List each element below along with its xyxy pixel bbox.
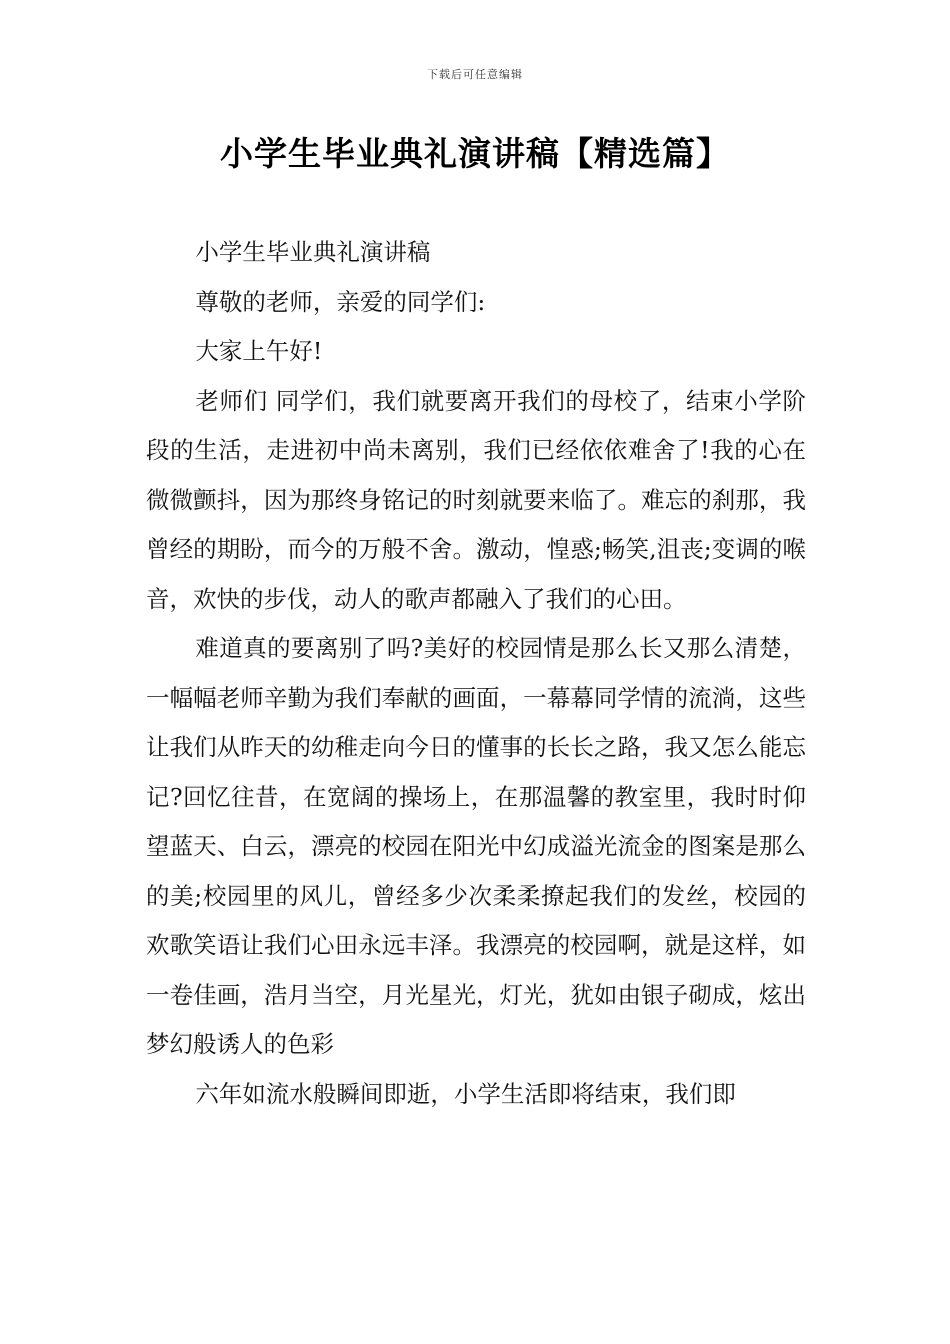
document-title: 小学生毕业典礼演讲稿【精选篇】 xyxy=(220,134,730,173)
paragraph: 难道真的要离别了吗?美好的校园情是那么长又那么清楚，一幅幅老师辛勤为我们奉献的画面，一幕幕同学情的流淌，这些让我们从昨天的幼稚走向今日的懂事的长长之路，我又怎么能忘记?回忆往昔，在宽阔的操场上，在那温馨的教室里，我时时仰望蓝天、白云，漂亮的校园在阳光中幻成溢光流金的图案是那么的美;校园里的风儿，曾经多少次柔柔撩起我们的发丝，校园的欢歌笑语让我们心田永远丰泽。我漂亮的校园啊，就是这样，如一卷佳画，浩月当空，月光星光，灯光，犹如由银子砌成，炫出梦幻般诱人的色彩 xyxy=(146,634,806,1058)
paragraph: 老师们 同学们，我们就要离开我们的母校了，结束小学阶段的生活，走进初中尚未离别，我们已经依依难舍了!我的心在微微颤抖，因为那终身铭记的时刻就要来临了。难忘的刹那，我曾经的期盼，而今的万般不舍。激动，惶惑;畅笑,沮丧;变调的喉音，欢快的步伐，动人的歌声都融入了我们的心田。 xyxy=(146,386,806,613)
header-note: 下载后可任意编辑 xyxy=(427,68,523,81)
paragraph: 六年如流水般瞬间即逝，小学生活即将结束，我们即 xyxy=(195,1079,736,1108)
paragraph-greeting: 大家上午好! xyxy=(195,337,323,365)
document-body xyxy=(146,228,806,1119)
paragraph-subtitle: 小学生毕业典礼演讲稿 xyxy=(195,238,431,266)
paragraph-salutation: 尊敬的老师，亲爱的同学们: xyxy=(195,287,486,316)
